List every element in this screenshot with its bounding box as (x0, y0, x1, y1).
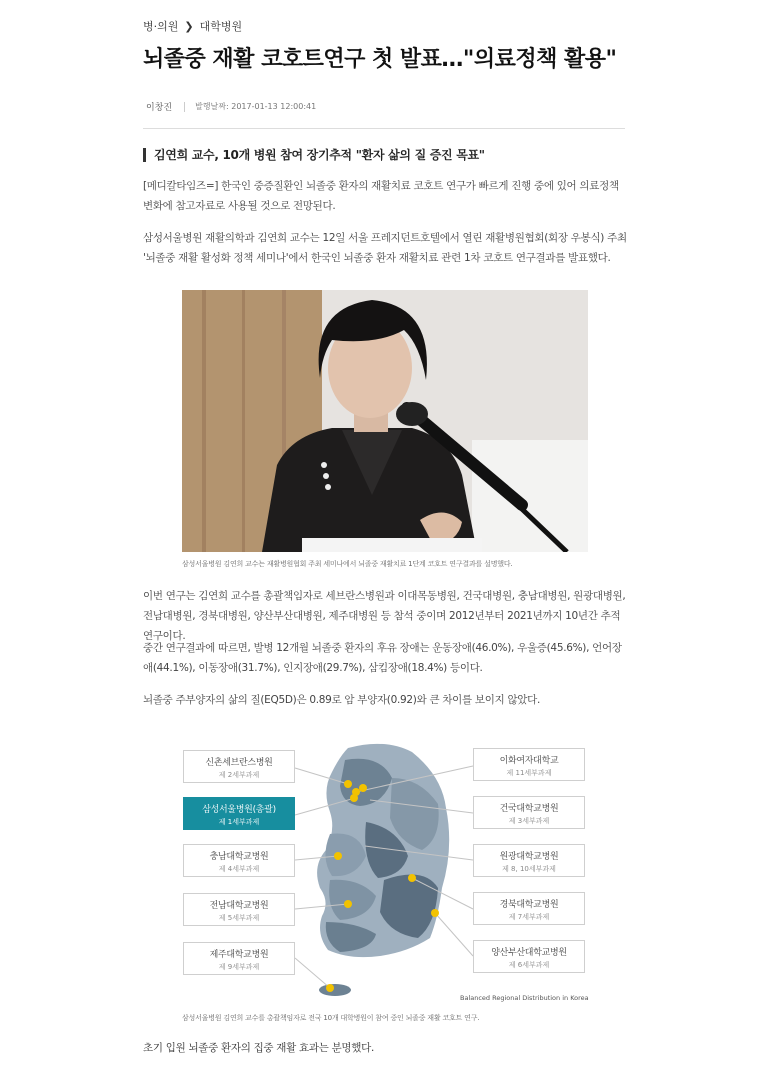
article-title: 뇌졸중 재활 코호트연구 첫 발표…"의료정책 활용" (143, 47, 617, 72)
author-name[interactable]: 이창진 (146, 103, 173, 113)
divider (143, 128, 625, 129)
paragraph: 이번 연구는 김연희 교수를 총괄책임자로 세브란스병원과 이대목동병원, 건국대병원, 충남대병원, 원광대병원, 전남대병원, 경북대병원, 양산부산대병원, 제주대병원 등 참석 중이며 2012년부터 2021년까지 10년간 추적연구이다. (143, 590, 626, 642)
article-meta (146, 100, 316, 113)
paragraph: [메디칼타임즈=] 한국인 중증질환인 뇌졸중 환자의 재활치료 코호트 연구가 빠르게 진행 중에 있어 의료정책 변화에 참고자료로 사용될 것으로 전망된다. (143, 180, 619, 212)
breadcrumb-current[interactable]: 대학병원 (199, 20, 243, 33)
article-photo (182, 290, 588, 552)
jeju-island (319, 984, 351, 996)
hospital-label-konkuk: 건국대학교병원 제 3세부과제 (473, 796, 585, 829)
hospital-marker (431, 909, 439, 917)
subheadline: 김연희 교수, 10개 병원 참여 장기추적 "환자 삶의 질 증진 목표" (143, 148, 485, 162)
hospital-label-samsung-main: 삼성서울병원(총괄) 제 1세부과제 (183, 797, 295, 830)
hospital-label-jeju: 제주대학교병원 제 9세부과제 (183, 942, 295, 975)
publish-date: 발행날짜: 2017-01-13 12:00:41 (195, 102, 317, 111)
divider (184, 102, 185, 112)
photo-caption: 삼성서울병원 김연희 교수는 재활병원협회 주최 세미나에서 뇌졸중 재활치료 1단계 코호트 연구결과를 설명했다. (182, 560, 513, 568)
hospital-label-wonkwang: 원광대학교병원 제 8, 10세부과제 (473, 844, 585, 877)
paragraph: 삼성서울병원 재활의학과 김연희 교수는 12일 서울 프레지던트호텔에서 열린 재활병원협회(회장 우봉식) 주최 '뇌졸중 재활 활성화 정책 세미나'에서 한국인 뇌졸중 환자 재활치료 관련 1차 코호트 연구결과를 발표했다. (143, 232, 627, 264)
chevron-right-icon: ❯ (184, 19, 194, 33)
hospital-label-ewha: 이화여자대학교 제 11세부과제 (473, 748, 585, 781)
hospital-label-chungnam: 충남대학교병원 제 4세부과제 (183, 844, 295, 877)
hospital-label-jeonnam: 전남대학교병원 제 5세부과제 (183, 893, 295, 926)
paragraph: 초기 입원 뇌졸중 환자의 집중 재활 효과는 분명했다. (143, 1042, 375, 1054)
hospital-marker (359, 784, 367, 792)
hospital-label-yangsan-pusan: 양산부산대학교병원 제 6세부과제 (473, 940, 585, 973)
hospital-marker (350, 794, 358, 802)
breadcrumb (143, 18, 242, 34)
hospital-label-kyungpook: 경북대학교병원 제 7세부과제 (473, 892, 585, 925)
paragraph: 뇌졸중 주부양자의 삶의 질(EQ5D)은 0.89로 암 부양자(0.92)와 큰 차이를 보이지 않았다. (143, 694, 541, 706)
paragraph: 중간 연구결과에 따르면, 발병 12개월 뇌졸중 환자의 후유 장애는 운동장애(46.0%), 우울증(45.6%), 언어장애(44.1%), 이동장애(31.7%), 인지장애(29.7%), 삼킴장애(18.4%) 등이다. (143, 642, 622, 674)
speaker-photo-illustration (182, 290, 588, 552)
hospital-marker (344, 780, 352, 788)
hospital-marker (408, 874, 416, 882)
map-caption: 삼성서울병원 김연희 교수를 총괄책임자로 전국 10개 대학병원이 참여 중인 뇌졸중 재활 코호트 연구. (182, 1014, 480, 1022)
hospital-map-infographic (180, 738, 590, 1006)
podium (302, 538, 482, 552)
breadcrumb-parent[interactable]: 병·의원 (143, 20, 179, 33)
hospital-marker (344, 900, 352, 908)
hospital-label-severance: 신촌세브란스병원 제 2세부과제 (183, 750, 295, 783)
map-note: Balanced Regional Distribution in Korea (460, 994, 589, 1002)
hospital-marker (326, 984, 334, 992)
hospital-marker (334, 852, 342, 860)
